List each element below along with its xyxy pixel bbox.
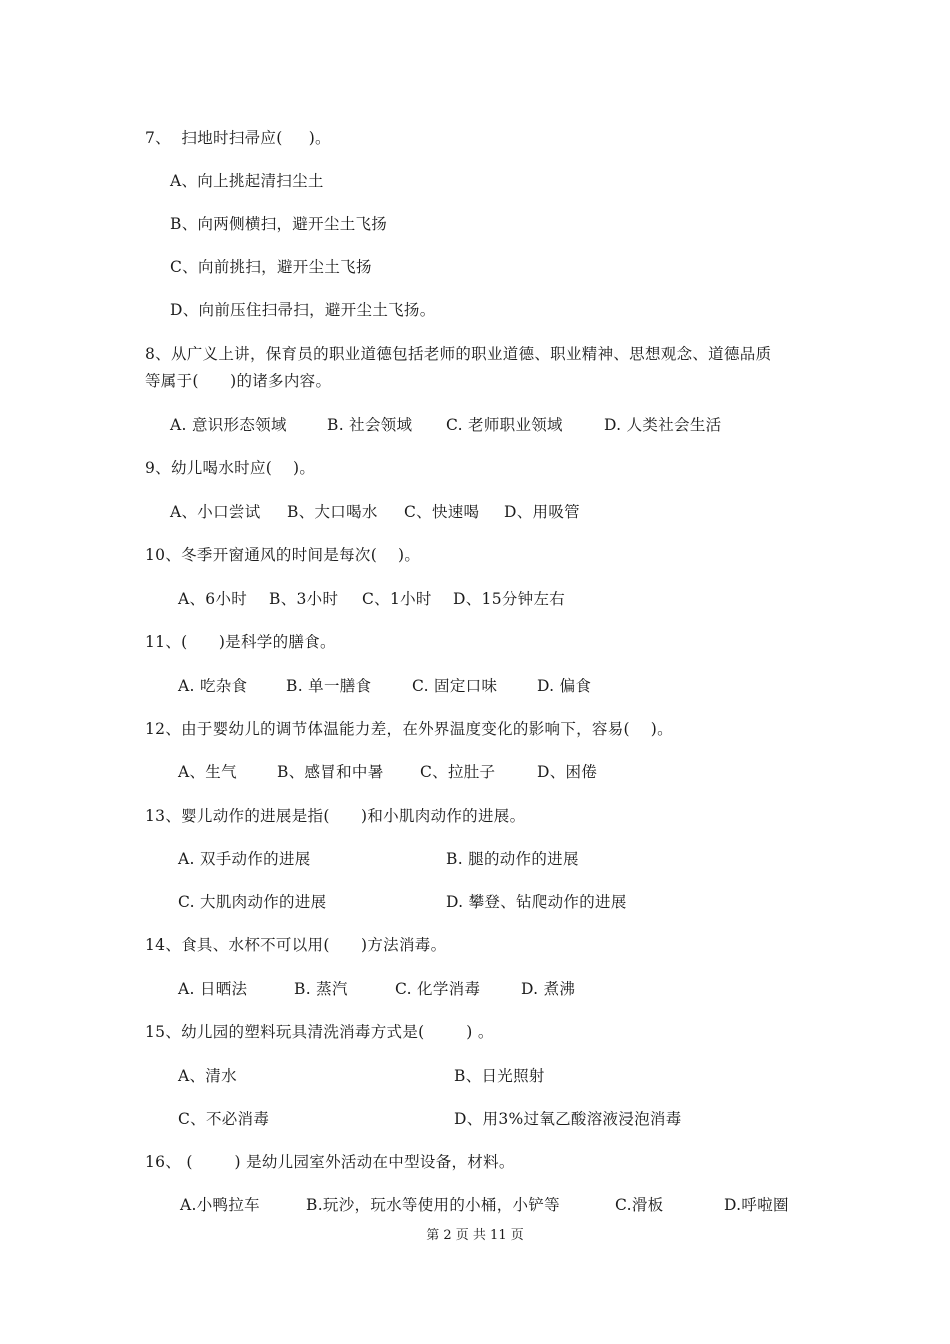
question-12-option-c: C、拉肚子	[420, 763, 496, 781]
question-10-option-c: C、1小时	[362, 590, 432, 608]
question-12-option-a: A、生气	[178, 763, 237, 781]
question-15-stem: 15、幼儿园的塑料玩具清洗消毒方式是( ) 。	[145, 1023, 494, 1041]
question-13-stem: 13、婴儿动作的进展是指( )和小肌肉动作的进展。	[145, 807, 526, 825]
question-10-option-a: A、6小时	[178, 590, 248, 608]
question-9-option-b: B、大口喝水	[287, 503, 378, 521]
question-16-option-c: C.滑板	[615, 1196, 664, 1214]
question-10-option-b: B、3小时	[269, 590, 339, 608]
question-16-option-a: A.小鸭拉车	[180, 1196, 260, 1214]
question-14-option-c: C. 化学消毒	[395, 980, 481, 998]
question-12-option-d: D、困倦	[537, 763, 598, 781]
question-16-option-d: D.呼啦圈	[724, 1196, 789, 1214]
question-10-stem: 10、冬季开窗通风的时间是每次( )。	[145, 546, 421, 564]
question-14-stem: 14、食具、水杯不可以用( )方法消毒。	[145, 936, 447, 954]
question-7-stem: 7、 扫地时扫帚应( )。	[145, 129, 331, 147]
question-13-option-d: D. 攀登、钻爬动作的进展	[446, 893, 627, 911]
question-13-option-b: B. 腿的动作的进展	[446, 850, 579, 868]
question-14-option-d: D. 煮沸	[521, 980, 576, 998]
question-10-option-d: D、15分钟左右	[453, 590, 566, 608]
question-11-option-b: B. 单一膳食	[286, 677, 372, 695]
page-footer: 第 2 页 共 11 页	[426, 1228, 524, 1243]
question-9-option-d: D、用吸管	[504, 503, 580, 521]
question-8-stem-line-1: 8、从广义上讲，保育员的职业道德包括老师的职业道德、职业精神、思想观念、道德品质	[145, 345, 772, 363]
question-8-option-a: A. 意识形态领域	[170, 416, 287, 434]
question-11-option-d: D. 偏食	[537, 677, 592, 695]
question-14-option-b: B. 蒸汽	[294, 980, 348, 998]
question-11-stem: 11、( )是科学的膳食。	[145, 633, 336, 651]
question-9-stem: 9、幼儿喝水时应( )。	[145, 459, 316, 477]
question-16-stem: 16、 ( ) 是幼儿园室外活动在中型设备，材料。	[145, 1153, 515, 1171]
question-7-option-b: B、向两侧横扫，避开尘土飞扬	[170, 215, 388, 233]
question-15-option-a: A、清水	[178, 1067, 237, 1085]
question-15-option-c: C、不必消毒	[178, 1110, 270, 1128]
question-8-option-d: D. 人类社会生活	[604, 416, 722, 434]
question-14-option-a: A. 日晒法	[178, 980, 248, 998]
question-8-stem-line-2: 等属于( )的诸多内容。	[145, 372, 332, 390]
question-13-option-c: C. 大肌肉动作的进展	[178, 893, 327, 911]
question-12-option-b: B、感冒和中暑	[277, 763, 384, 781]
question-9-option-a: A、小口尝试	[170, 503, 261, 521]
question-7-option-d: D、向前压住扫帚扫，避开尘土飞扬。	[170, 301, 436, 319]
question-15-option-d: D、用3%过氧乙酸溶液浸泡消毒	[454, 1110, 682, 1128]
question-11-option-a: A. 吃杂食	[178, 677, 248, 695]
question-7-option-c: C、向前挑扫，避开尘土飞扬	[170, 258, 372, 276]
question-8-option-b: B. 社会领域	[327, 416, 413, 434]
question-16-option-b: B.玩沙，玩水等使用的小桶，小铲等	[306, 1196, 560, 1214]
question-11-option-c: C. 固定口味	[412, 677, 498, 695]
question-8-option-c: C. 老师职业领域	[446, 416, 563, 434]
question-9-option-c: C、快速喝	[404, 503, 480, 521]
question-7-option-a: A、向上挑起清扫尘土	[170, 172, 324, 190]
question-15-option-b: B、日光照射	[454, 1067, 545, 1085]
question-13-option-a: A. 双手动作的进展	[178, 850, 311, 868]
question-12-stem: 12、由于婴幼儿的调节体温能力差，在外界温度变化的影响下，容易( )。	[145, 720, 673, 738]
